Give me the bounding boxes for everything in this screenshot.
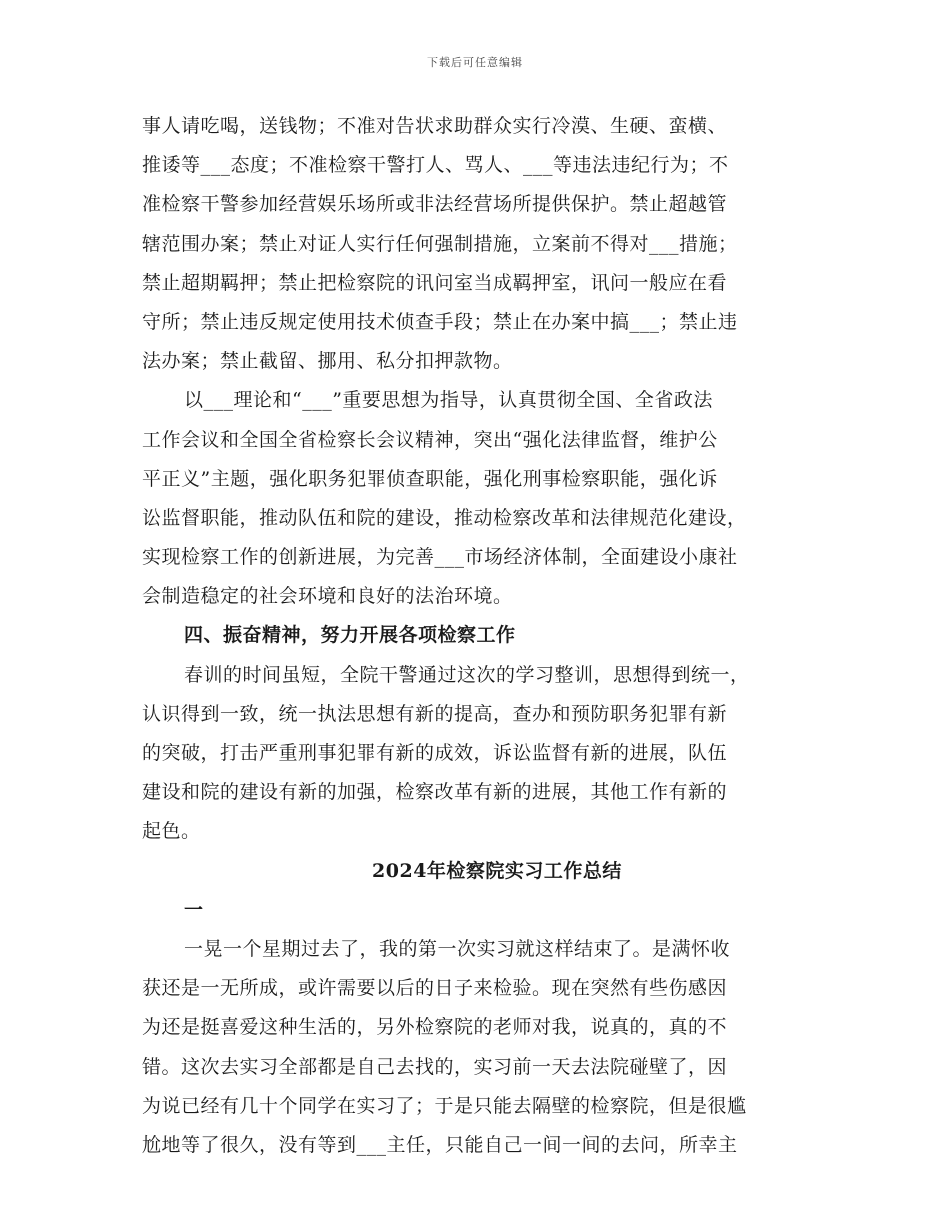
- text-line: 法办案；禁止截留、挪用、私分扣押款物。: [142, 350, 513, 373]
- page-header: 下载后可任意编辑: [427, 56, 523, 69]
- text-line: 讼监督职能，推动队伍和院的建设，推动检察改革和法律规范化建设，: [142, 506, 747, 529]
- text-line: 守所；禁止违反规定使用技术侦查手段；禁止在办案中搞___；禁止违: [142, 310, 738, 333]
- text-line: 以___理论和“___”重要思想为指导，认真贯彻全国、全省政法: [184, 389, 713, 412]
- text-line: 平正义”主题，强化职务犯罪侦查职能，强化刑事检察职能，强化诉: [142, 467, 718, 490]
- document-title: 2024年检察院实习工作总结: [372, 859, 622, 882]
- text-line: 错。这次去实习全部都是自己去找的，实习前一天去法院碰壁了，因: [142, 1055, 728, 1078]
- text-line: 为说已经有几十个同学在实习了；于是只能去隔壁的检察院，但是很尴: [142, 1094, 747, 1117]
- text-line: 辖范围办案；禁止对证人实行任何强制措施，立案前不得对___措施；: [142, 232, 738, 255]
- text-line: 尬地等了很久，没有等到___主任，只能自己一间一间的去问，所幸主: [142, 1133, 738, 1156]
- text-line: 建设和院的建设有新的加强，检察改革有新的进展，其他工作有新的: [142, 781, 728, 804]
- text-line: 为还是挺喜爱这种生活的，另外检察院的老师对我，说真的，真的不: [142, 1016, 728, 1039]
- text-line: 获还是一无所成，或许需要以后的日子来检验。现在突然有些伤感因: [142, 977, 728, 1000]
- text-line: 准检察干警参加经营娱乐场所或非法经营场所提供保护。禁止超越管: [142, 193, 728, 216]
- text-line: 认识得到一致，统一执法思想有新的提高，查办和预防职务犯罪有新: [142, 702, 728, 725]
- section-heading: 四、振奋精神，努力开展各项检察工作: [184, 624, 516, 647]
- text-line: 禁止超期羁押；禁止把检察院的讯问室当成羁押室，讯问一般应在看: [142, 271, 728, 294]
- part-marker: 一: [184, 898, 204, 921]
- text-line: 的突破，打击严重刑事犯罪有新的成效，诉讼监督有新的进展，队伍: [142, 742, 728, 764]
- text-line: 推诿等___态度；不准检察干警打人、骂人、___等违法违纪行为；不: [142, 154, 729, 177]
- document-body: [142, 107, 810, 1165]
- text-line: 一晃一个星期过去了，我的第一次实习就这样结束了。是满怀收: [184, 937, 731, 960]
- text-line: 工作会议和全国全省检察长会议精神，突出“强化法律监督，维护公: [142, 428, 718, 451]
- text-line: 春训的时间虽短，全院干警通过这次的学习整训，思想得到统一，: [184, 663, 750, 686]
- text-line: 实现检察工作的创新进展，为完善___市场经济体制，全面建设小康社: [142, 546, 738, 569]
- text-line: 会制造稳定的社会环境和良好的法治环境。: [142, 585, 513, 608]
- text-line: 起色。: [142, 820, 201, 843]
- text-line: 事人请吃喝，送钱物；不准对告状求助群众实行冷漠、生硬、蛮横、: [142, 115, 728, 137]
